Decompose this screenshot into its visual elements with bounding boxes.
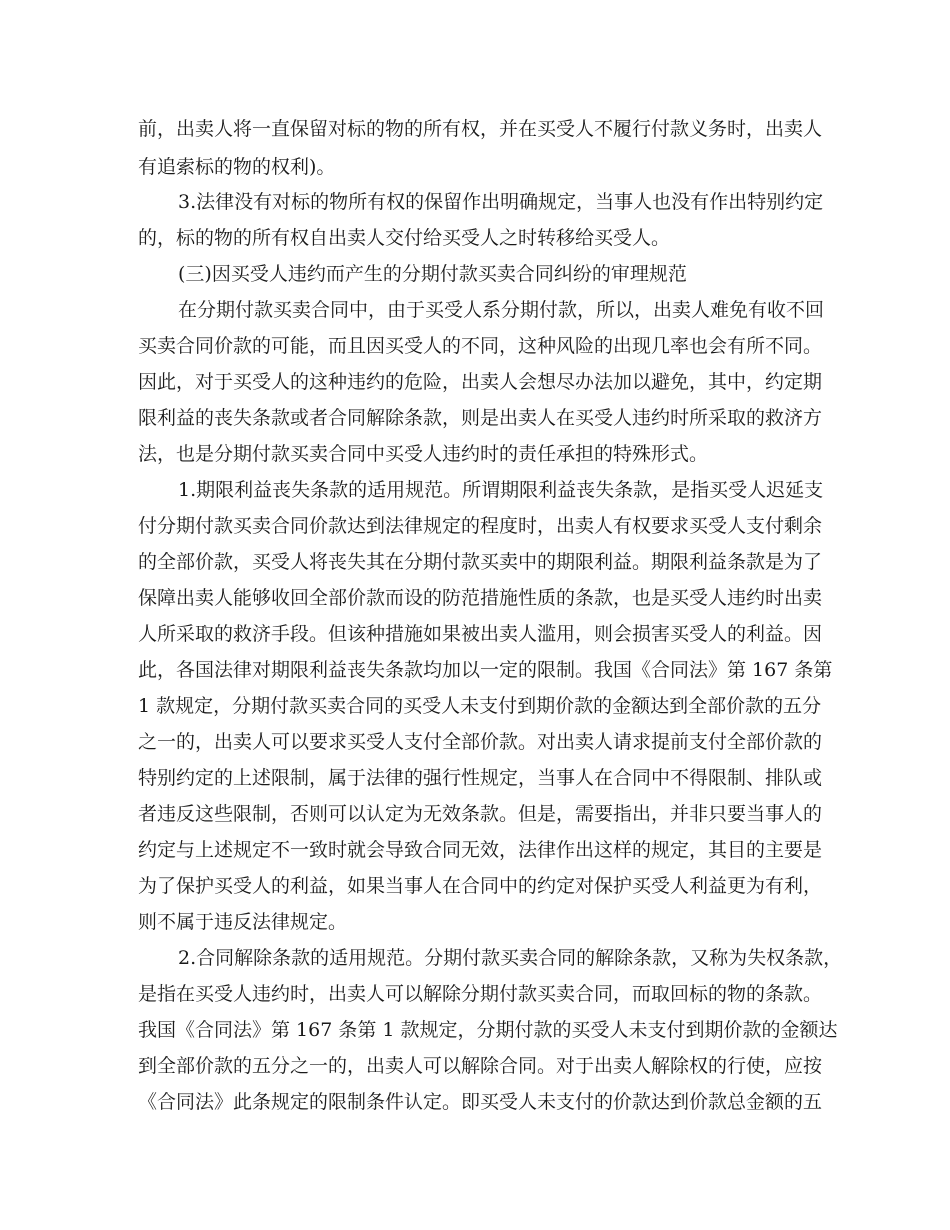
text-line: 3.法律没有对标的物所有权的保留作出明确规定，当事人也没有作出特别约定 (178, 191, 824, 213)
text-line: 我国《合同法》第 167 条第 1 款规定，分期付款的买受人未支付到期价款的金额达 (138, 1019, 838, 1041)
text-line: 的全部价款，买受人将丧失其在分期付款买卖中的期限利益。期限利益条款是为了 (138, 551, 823, 573)
text-line: 特别约定的上述限制，属于法律的强行性规定，当事人在合同中不得限制、排队或 (138, 767, 823, 789)
section-heading: (三)因买受人违约而产生的分期付款买卖合同纠纷的审理规范 (178, 263, 687, 285)
text-line: 法，也是分期付款买卖合同中买受人违约时的责任承担的特殊形式。 (138, 443, 709, 465)
text-line: 则不属于违反法律规定。 (138, 911, 348, 933)
text-line: 者违反这些限制，否则可以认定为无效条款。但是，需要指出，并非只要当事人的 (138, 803, 823, 825)
text-line: 到全部价款的五分之一的，出卖人可以解除合同。对于出卖人解除权的行使，应按 (138, 1055, 823, 1077)
text-line: 限利益的丧失条款或者合同解除条款，则是出卖人在买受人违约时所采取的救济方 (138, 407, 823, 429)
text-line: 前，出卖人将一直保留对标的物的所有权，并在买受人不履行付款义务时，出卖人 (138, 118, 823, 140)
text-line: 1 款规定，分期付款买卖合同的买受人未支付到期价款的金额达到全部价款的五分 (138, 695, 822, 717)
text-line: 约定与上述规定不一致时就会导致合同无效，法律作出这样的规定，其目的主要是 (138, 839, 823, 861)
text-line: 保障出卖人能够收回全部价款而设的防范措施性质的条款，也是买受人违约时出卖 (138, 587, 823, 609)
text-line: 有追索标的物的权利)。 (138, 156, 336, 178)
text-line: 为了保护买受人的利益，如果当事人在合同中的约定对保护买受人利益更为有利， (138, 875, 823, 897)
text-line: 此，各国法律对期限利益丧失条款均加以一定的限制。我国《合同法》第 167 条第 (138, 659, 833, 681)
text-line: 在分期付款买卖合同中，由于买受人系分期付款，所以，出卖人难免有收不回 (178, 299, 825, 321)
text-line: 《合同法》此条规定的限制条件认定。即买受人未支付的价款达到价款总金额的五 (138, 1091, 823, 1113)
text-line: 1.期限利益丧失条款的适用规范。所谓期限利益丧失条款，是指买受人迟延支 (178, 479, 824, 501)
text-line: 2.合同解除条款的适用规范。分期付款买卖合同的解除条款，又称为失权条款， (178, 947, 843, 969)
text-line: 因此，对于买受人的这种违约的危险，出卖人会想尽办法加以避免，其中，约定期 (138, 371, 823, 393)
text-line: 的，标的物的所有权自出卖人交付给买受人之时转移给买受人。 (138, 227, 671, 249)
text-line: 买卖合同价款的可能，而且因买受人的不同，这种风险的出现几率也会有所不同。 (138, 335, 823, 357)
text-line: 人所采取的救济手段。但该种措施如果被出卖人滥用，则会损害买受人的利益。因 (138, 623, 823, 645)
text-line: 付分期付款买卖合同价款达到法律规定的程度时，出卖人有权要求买受人支付剩余 (138, 515, 823, 537)
text-line: 是指在买受人违约时，出卖人可以解除分期付款买卖合同，而取回标的物的条款。 (138, 983, 823, 1005)
text-line: 之一的，出卖人可以要求买受人支付全部价款。对出卖人请求提前支付全部价款的 (138, 731, 823, 753)
